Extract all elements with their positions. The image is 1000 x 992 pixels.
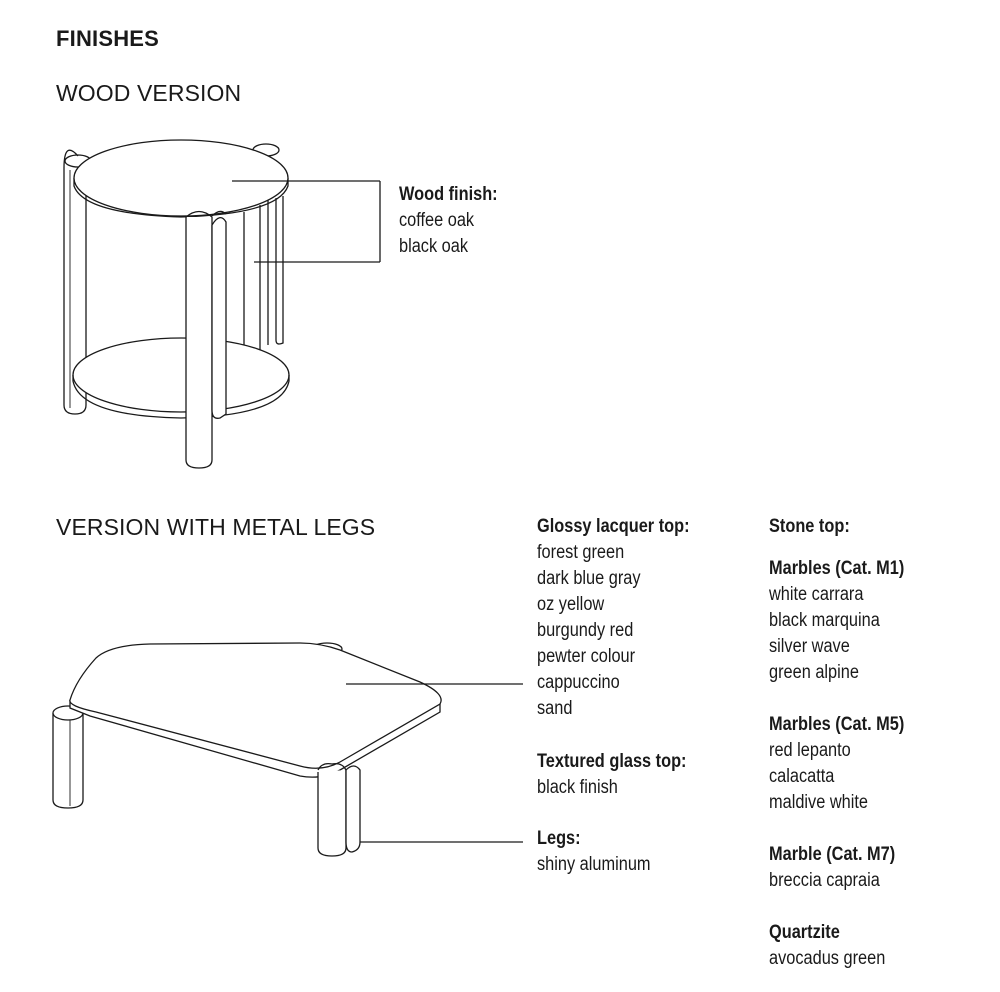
list-item: calacatta [769, 766, 835, 787]
list-item: oz yellow [537, 594, 605, 615]
list-item: pewter colour [537, 646, 636, 667]
wood-finish-block [399, 182, 514, 260]
glossy-lacquer-heading: Glossy lacquer top: [537, 516, 690, 537]
textured-glass-heading: Textured glass top: [537, 751, 687, 772]
marbles-m1-block [769, 556, 926, 686]
list-item: silver wave [769, 636, 850, 657]
list-item: red lepanto [769, 740, 851, 761]
list-item: sand [537, 698, 573, 719]
wood-table-drawing [64, 140, 380, 468]
list-item: black oak [399, 236, 469, 257]
list-item: forest green [537, 542, 625, 563]
list-item: cappuccino [537, 672, 620, 693]
legs-heading: Legs: [537, 828, 581, 849]
wood-finish-heading: Wood finish: [399, 184, 498, 205]
marble-m7-heading: Marble (Cat. M7) [769, 844, 896, 865]
marbles-m5-heading: Marbles (Cat. M5) [769, 714, 905, 735]
marbles-m5-block [769, 712, 926, 816]
marbles-m1-heading: Marbles (Cat. M1) [769, 558, 905, 579]
quartzite-block [769, 920, 904, 972]
quartzite-heading: Quartzite [769, 922, 840, 943]
metal-table-drawing [53, 643, 523, 856]
wood-version-heading: WOOD VERSION [56, 80, 242, 106]
list-item: black finish [537, 777, 618, 798]
list-item: white carrara [769, 584, 864, 605]
list-item: burgundy red [537, 620, 634, 641]
page-title: FINISHES [56, 26, 160, 51]
list-item: dark blue gray [537, 568, 641, 589]
marble-m7-block [769, 842, 916, 894]
list-item: black marquina [769, 610, 880, 631]
list-item: coffee oak [399, 210, 475, 231]
list-item: breccia capraia [769, 870, 880, 891]
stone-top-heading-block [769, 514, 863, 540]
stone-top-heading: Stone top: [769, 516, 850, 537]
glossy-lacquer-block [537, 514, 714, 722]
textured-glass-block [537, 749, 711, 801]
list-item: avocadus green [769, 948, 886, 969]
legs-block [537, 826, 669, 878]
metal-version-heading: VERSION WITH METAL LEGS [56, 514, 376, 540]
list-item: shiny aluminum [537, 854, 651, 875]
list-item: maldive white [769, 792, 868, 813]
list-item: green alpine [769, 662, 859, 683]
